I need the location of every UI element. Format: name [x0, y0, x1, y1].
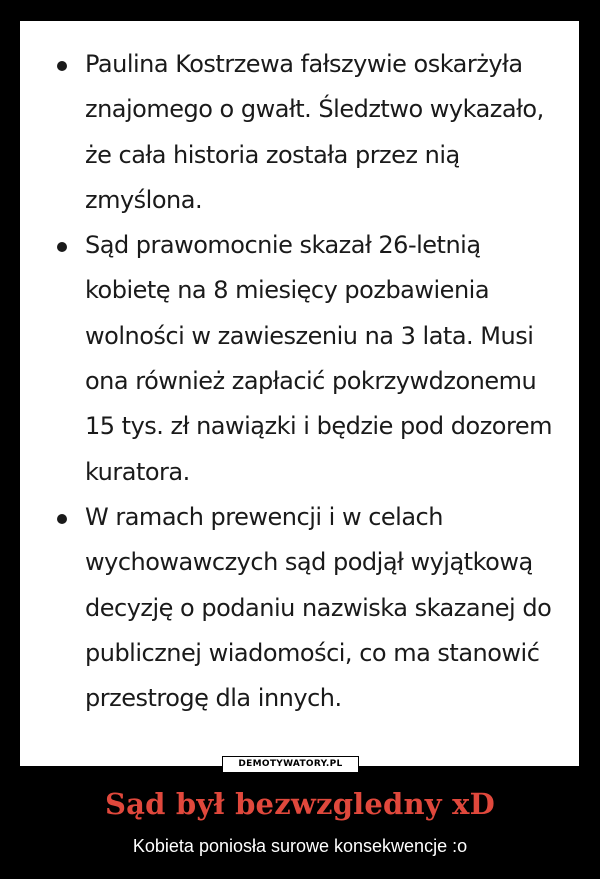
bullet-list [20, 42, 579, 721]
meme-image-panel [20, 21, 579, 766]
bullet-text-2: Sąd prawomocnie skazał 26-letnią kobietę na 8 miesięcy pozbawienia wolności w zawieszeniu na 3 lata. Musi ona również zapłacić pokrzywdzonemu 15 tys. zł nawiązki i będzie pod dozorem kuratora. [85, 231, 552, 486]
bullet-dot-icon [57, 242, 67, 252]
bullet-item-3 [20, 495, 579, 721]
bullet-text-1: Paulina Kostrzewa fałszywie oskarżyła znajomego o gwałt. Śledztwo wykazało, że cała historia została przez nią zmyślona. [85, 50, 544, 214]
bullet-dot-icon [57, 61, 67, 71]
meme-subtitle: Kobieta poniosła surowe konsekwencje :o [132, 836, 468, 856]
site-watermark: DEMOTYWATORY.PL [222, 756, 359, 773]
meme-title: Sąd był bezwzgledny xD [104, 787, 495, 821]
bullet-item-2 [20, 223, 579, 495]
bullet-text-3: W ramach prewencji i w celach wychowawczych sąd podjął wyjątkową decyzję o podaniu nazwiska skazanej do publicznej wiadomości, co ma stanowić przestrogę dla innych. [85, 502, 552, 713]
bullet-item-1 [20, 42, 579, 223]
bullet-dot-icon [57, 514, 67, 524]
